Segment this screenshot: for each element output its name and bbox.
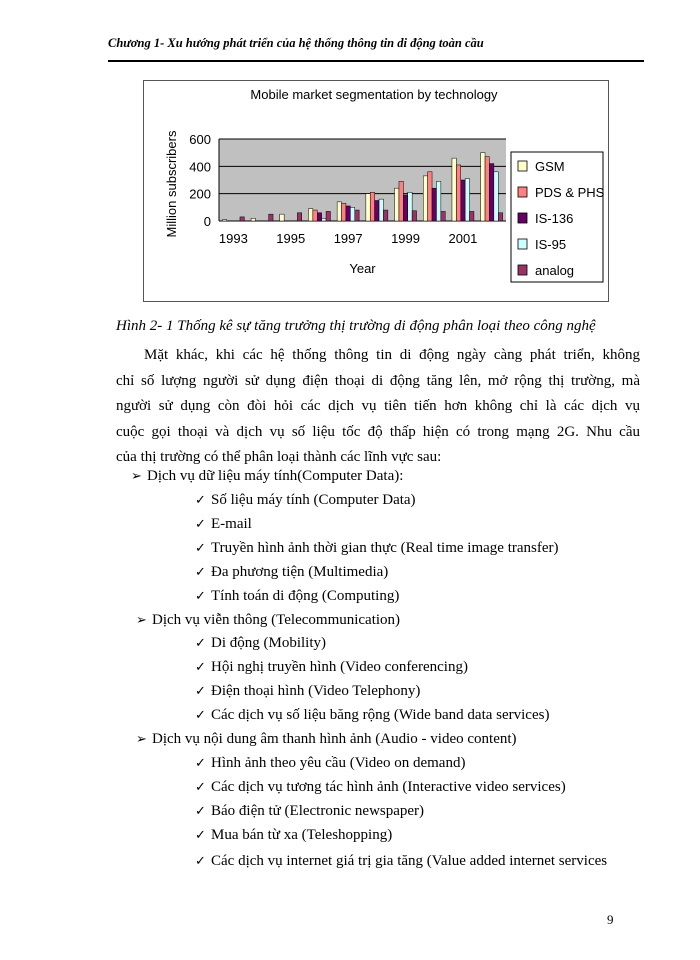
y-tick-label: 200 xyxy=(189,186,211,202)
checkmark-icon: ✓ xyxy=(195,684,206,699)
legend-label: GSM xyxy=(535,159,565,174)
bar xyxy=(485,157,489,221)
legend-swatch xyxy=(518,265,527,275)
chart-title: Mobile market segmentation by technology xyxy=(250,87,498,102)
x-tick-label: 1999 xyxy=(391,231,421,246)
bar xyxy=(240,217,244,221)
bar xyxy=(350,207,354,221)
list-item-text: Điện thoại hình (Video Telephony) xyxy=(211,683,421,699)
list-item xyxy=(195,803,424,820)
bar xyxy=(412,211,416,221)
list-item-text: Tính toán di động (Computing) xyxy=(211,588,400,604)
bar xyxy=(337,202,341,221)
paragraph-line: người sử dụng còn đòi hỏi các dịch vụ tiên tiến hơn không chỉ là các dịch vụ xyxy=(116,398,640,414)
checkmark-icon: ✓ xyxy=(195,756,206,771)
list-item xyxy=(195,516,252,533)
bar xyxy=(441,211,445,221)
checkmark-icon: ✓ xyxy=(195,804,206,819)
x-tick-label: 1997 xyxy=(333,231,363,246)
bar xyxy=(408,192,412,221)
list-item-text: Mua bán từ xa (Teleshopping) xyxy=(211,827,393,843)
group-title-text: Dịch vụ nội dung âm thanh hình ảnh (Audio - video content) xyxy=(152,731,517,747)
x-tick-label: 1995 xyxy=(276,231,306,246)
bar xyxy=(313,210,317,221)
list-item-text: Đa phương tiện (Multimedia) xyxy=(211,564,389,580)
bar xyxy=(432,188,436,221)
list-item xyxy=(195,755,465,772)
list-item xyxy=(195,850,640,873)
list-item xyxy=(195,492,416,509)
bar xyxy=(251,218,255,221)
list-item-text: Số liệu máy tính (Computer Data) xyxy=(211,492,416,508)
page-header: Chương 1- Xu hướng phát triển của hệ thống thông tin di động toàn cầu xyxy=(108,36,484,50)
checkmark-icon: ✓ xyxy=(195,636,206,651)
bar xyxy=(456,165,460,221)
bar xyxy=(297,213,301,221)
checkmark-icon: ✓ xyxy=(195,565,206,580)
list-group-title xyxy=(136,612,400,629)
bar xyxy=(461,180,465,221)
bar xyxy=(403,195,407,221)
list-item xyxy=(195,659,468,676)
legend-label: PDS & PHS xyxy=(535,185,605,200)
paragraph-line: cuộc gọi thoại và dịch vụ số liệu tốc độ thấp hiện có trong mạng 2G. Nhu cầu xyxy=(116,423,640,440)
body-paragraph xyxy=(116,343,640,471)
header-divider xyxy=(108,60,644,62)
bar xyxy=(470,211,474,221)
x-tick-label: 1993 xyxy=(218,231,248,246)
y-axis-label: Million subscribers xyxy=(164,130,179,238)
list-group-title xyxy=(131,468,403,485)
bar xyxy=(269,214,273,221)
bar xyxy=(489,164,493,221)
arrow-bullet-icon: ➢ xyxy=(136,732,147,747)
y-tick-label: 400 xyxy=(189,159,211,175)
bar xyxy=(342,203,346,221)
list-item-text: Các dịch vụ tương tác hình ảnh (Interactive video services) xyxy=(211,779,566,795)
list-group-title xyxy=(136,731,517,748)
checkmark-icon: ✓ xyxy=(195,828,206,843)
group-title-text: Dịch vụ viễn thông (Telecommunication) xyxy=(152,612,401,628)
bar xyxy=(452,158,456,221)
arrow-bullet-icon: ➢ xyxy=(131,469,142,484)
checkmark-icon: ✓ xyxy=(195,493,206,508)
list-item-text: Di động (Mobility) xyxy=(211,635,326,651)
list-item xyxy=(195,779,566,796)
legend-label: analog xyxy=(535,263,575,278)
bar xyxy=(423,176,427,221)
checkmark-icon: ✓ xyxy=(195,854,206,869)
checkmark-icon: ✓ xyxy=(195,708,206,723)
legend-label: IS-95 xyxy=(535,237,567,252)
bar xyxy=(322,218,326,221)
x-axis-label: Year xyxy=(349,261,376,276)
bar xyxy=(395,188,399,221)
list-item xyxy=(195,827,392,844)
bar xyxy=(326,211,330,221)
y-tick-label: 0 xyxy=(203,214,211,229)
list-item-text: Truyền hình ảnh thời gian thực (Real time image transfer) xyxy=(211,540,559,556)
list-item-text: Các dịch vụ số liệu băng rộng (Wide band data services) xyxy=(211,707,550,723)
list-item-text: E-mail xyxy=(211,516,252,532)
bar xyxy=(481,153,485,221)
bar-chart xyxy=(144,81,608,301)
bar xyxy=(399,181,403,221)
checkmark-icon: ✓ xyxy=(195,660,206,675)
bar xyxy=(465,179,469,221)
list-item xyxy=(195,540,559,557)
legend-swatch xyxy=(518,161,527,171)
paragraph-line: của thị trường có thể phân loại thành các lĩnh vực sau: xyxy=(116,449,442,465)
bar xyxy=(370,192,374,221)
page-number: 9 xyxy=(607,912,614,927)
arrow-bullet-icon: ➢ xyxy=(136,613,147,628)
legend-swatch xyxy=(518,187,527,197)
list-item-text: Hình ảnh theo yêu cầu (Video on demand) xyxy=(211,755,466,771)
bar xyxy=(498,213,502,221)
checkmark-icon: ✓ xyxy=(195,780,206,795)
group-title-text: Dịch vụ dữ liệu máy tính(Computer Data): xyxy=(147,468,404,484)
list-item xyxy=(195,564,388,581)
legend-swatch xyxy=(518,213,527,223)
list-item-text: Các dịch vụ internet giá trị gia tăng (Value added internet services xyxy=(211,853,608,869)
bar xyxy=(436,181,440,221)
list-item xyxy=(195,707,549,724)
checkmark-icon: ✓ xyxy=(195,589,206,604)
list-item xyxy=(195,635,326,652)
checkmark-icon: ✓ xyxy=(195,517,206,532)
bar xyxy=(346,206,350,221)
bar xyxy=(222,220,226,221)
checkmark-icon: ✓ xyxy=(195,541,206,556)
list-item-text: Hội nghị truyền hình (Video conferencing) xyxy=(211,659,468,675)
paragraph-line: chỉ số lượng người sử dụng điện thoại di động tăng lên, mở rộng thị trường, mà xyxy=(116,372,640,389)
bar xyxy=(317,213,321,221)
chart-frame xyxy=(143,80,609,302)
bar xyxy=(383,210,387,221)
bar xyxy=(494,172,498,221)
y-tick-label: 600 xyxy=(189,132,211,147)
list-item xyxy=(195,588,399,605)
bar xyxy=(308,209,312,221)
legend-label: IS-136 xyxy=(535,211,574,226)
paragraph-line: Mặt khác, khi các hệ thống thông tin di động ngày càng phát triển, không xyxy=(144,347,640,363)
figure-caption: Hình 2- 1 Thống kê sự tăng trưởng thị trường di động phân loại theo công nghệ xyxy=(116,318,596,334)
list-item xyxy=(195,683,420,700)
bar xyxy=(428,172,432,221)
legend-swatch xyxy=(518,239,527,249)
bar xyxy=(375,201,379,222)
bar xyxy=(379,199,383,221)
bar xyxy=(366,194,370,221)
bar xyxy=(355,210,359,221)
bar xyxy=(280,214,284,221)
x-tick-label: 2001 xyxy=(448,231,478,246)
list-item-text: Báo điện tử (Electronic newspaper) xyxy=(211,803,425,819)
